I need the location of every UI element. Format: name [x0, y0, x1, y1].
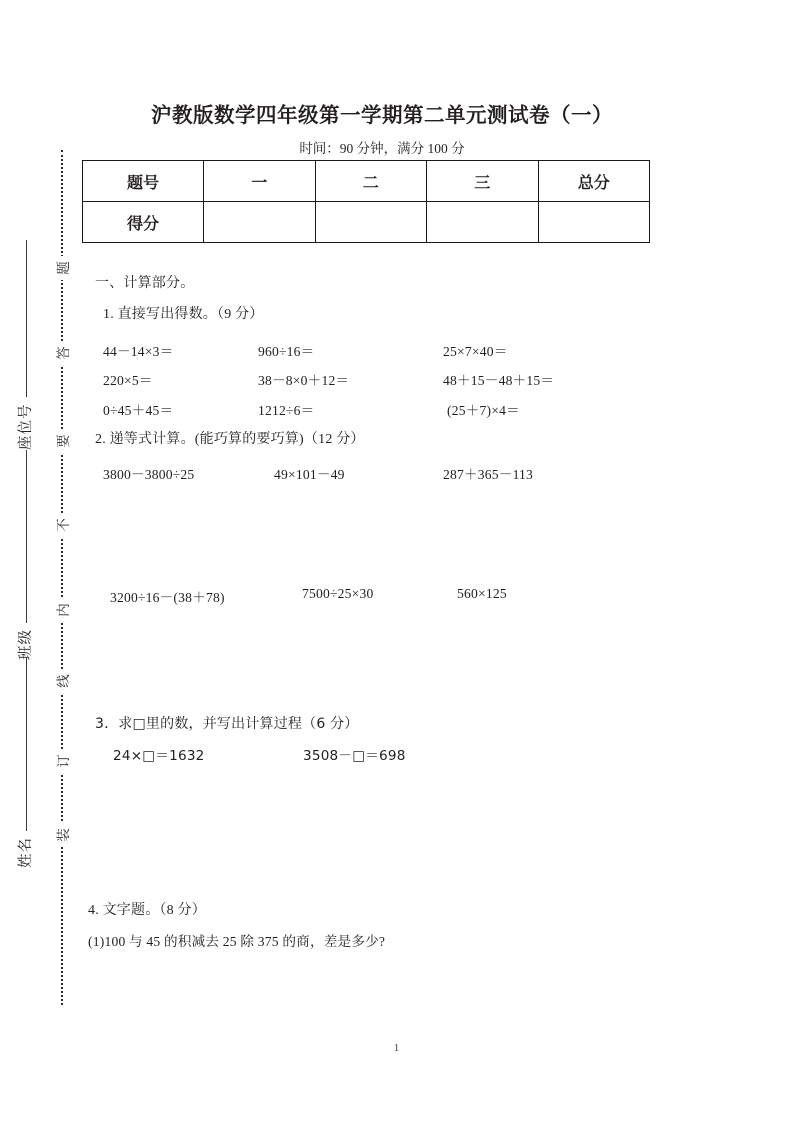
question-1-heading: 1. 直接写出得数。（9 分）: [103, 307, 264, 322]
q1-problem-2: 960÷16＝: [258, 344, 315, 359]
q1-problem-4: 220×5＝: [103, 373, 153, 388]
q1-problem-3: 25×7×40＝: [443, 344, 508, 359]
score-table: [82, 160, 650, 243]
q4-problem-1: (1)100 与 45 的积减去 25 除 375 的商，差是多少?: [88, 934, 386, 949]
class-rule: [26, 450, 27, 623]
seat-number-text: 座位号: [18, 403, 34, 450]
q1-problem-6: 48＋15－48＋15＝: [443, 373, 555, 388]
name-rule: [26, 658, 27, 831]
seal-char-4: 不: [49, 513, 75, 537]
score-table-row-label: 题号: [83, 161, 204, 202]
part-one-heading: 一、计算部分。: [95, 276, 195, 291]
q2-problem-4: 3200÷16－(38＋78): [110, 590, 225, 605]
class-text: 班级: [18, 629, 34, 660]
score-cell-total[interactable]: [538, 202, 650, 243]
q3-problem-1: 24×□＝1632: [113, 748, 205, 764]
score-cell-2[interactable]: [315, 202, 427, 243]
question-2-heading: 2. 递等式计算。(能巧算的要巧算)（12 分）: [95, 432, 365, 447]
score-cell-1[interactable]: [204, 202, 316, 243]
page-title: 沪教版数学四年级第一学期第二单元测试卷（一）: [151, 105, 613, 127]
score-table-header-2: 二: [315, 161, 427, 202]
score-table-header-3: 三: [427, 161, 539, 202]
seal-char-6: 线: [49, 669, 75, 693]
seal-char-2: 答: [49, 341, 75, 365]
score-table-row-label: 得分: [83, 202, 204, 243]
score-cell-3[interactable]: [427, 202, 539, 243]
name-text: 姓名: [18, 837, 34, 868]
seal-char-5: 内: [49, 598, 75, 622]
table-row: [83, 202, 650, 243]
seal-char-7: 订: [49, 749, 75, 773]
q2-problem-3: 287＋365－113: [443, 467, 534, 482]
page-number: 1: [393, 1042, 400, 1054]
seal-margin-labels: [14, 150, 54, 1030]
page-subtitle: 时间：90 分钟，满分 100 分: [299, 141, 465, 156]
q2-problem-2: 49×101－49: [274, 467, 345, 482]
score-table-header-1: 一: [204, 161, 316, 202]
q2-problem-1: 3800－3800÷25: [103, 467, 195, 482]
seat-number-rule: [26, 240, 27, 398]
class-label: [14, 450, 35, 660]
q1-problem-9: (25＋7)×4＝: [447, 403, 520, 418]
q1-problem-5: 38－8×0＋12＝: [258, 373, 350, 388]
seal-char-8: 装: [49, 823, 75, 847]
seal-char-1: 题: [49, 256, 75, 280]
seal-char-3: 要: [49, 429, 75, 453]
q2-problem-5: 7500÷25×30: [302, 586, 374, 601]
q3-problem-2: 3508－□＝698: [303, 748, 406, 764]
q1-problem-1: 44－14×3＝: [103, 344, 174, 359]
name-label: [14, 658, 35, 868]
seat-number-label: [14, 240, 35, 450]
score-table-header-total: 总分: [538, 161, 650, 202]
q1-problem-8: 1212÷6＝: [258, 403, 315, 418]
q1-problem-7: 0÷45＋45＝: [103, 403, 174, 418]
table-row: [83, 161, 650, 202]
q2-problem-6: 560×125: [457, 586, 507, 601]
question-4-heading: 4. 文字题。（8 分）: [88, 903, 206, 918]
question-3-heading: 3．求□里的数，并写出计算过程（6 分）: [95, 716, 359, 732]
